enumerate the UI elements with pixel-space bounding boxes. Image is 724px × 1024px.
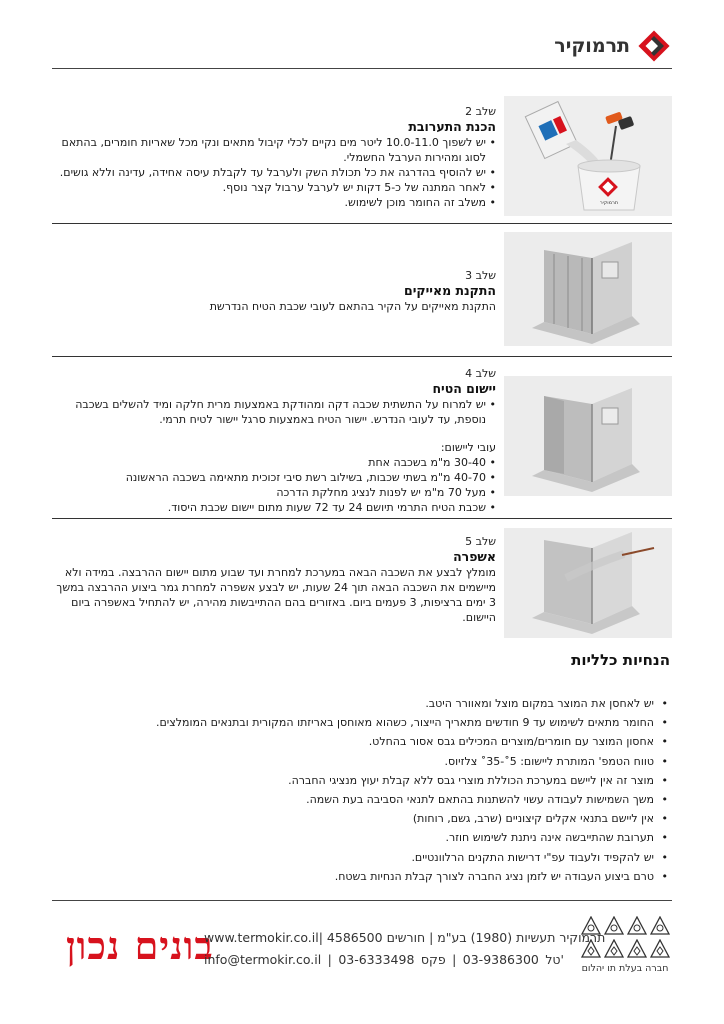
step-5-image (504, 528, 672, 638)
list-item: • אין ליישם בתנאי אקלים קיצוניים (שרב, גשם, רוחות) (52, 809, 672, 828)
list-item: • החומר מתאים לשימוש עד 9 חודשים מתאריך הייצור, כשהוא מאוחסן באריזתו המקורית ובתנאים המומלצים. (52, 713, 672, 732)
list-item: • טווח הטמפ' המותרת ליישום: 5˚-35˚ צלזיוס. (52, 752, 672, 771)
step-5-text (52, 534, 496, 625)
standards-mark-icon (627, 916, 647, 936)
corner-wall-with-beads-illustration (504, 232, 672, 346)
list-item: • תערובת שהתייבשה אינה ניתנת לשימוש חוזר. (52, 828, 672, 847)
step-number: שלב 5 (465, 535, 496, 548)
general-guidelines (52, 650, 672, 886)
plastered-corner-illustration (504, 376, 672, 496)
list-item: • 40-70 מ"מ בשתי שכבות, בשילוב רשת סיבי זכוכית מתאימה בשכבה הראשונה (52, 470, 496, 485)
diamond-mark-icon (627, 939, 647, 959)
thickness-subheading: עובי ליישום: (440, 441, 496, 454)
step-3-image (504, 232, 672, 346)
step-2 (52, 96, 672, 220)
fax-label: פקס (420, 952, 446, 967)
step-number: שלב 4 (465, 367, 496, 380)
standards-mark-icon (650, 916, 670, 936)
company-address: תרמוקיר תעשיות (1980) בע"מ | חורשים 4586500 | (318, 930, 606, 945)
list-item: • מעל 70 מ"מ יש לפנות לנציג מחלקת הדרכה (52, 485, 496, 500)
footer-slogan: בונים נכון (66, 923, 214, 968)
diamond-mark-icon (581, 939, 601, 959)
step-divider (52, 518, 672, 519)
footer-contact (204, 927, 606, 971)
list-item: • מוצר זה אין ליישם במערכת הכוללת מוצרי גבס ללא קבלת יעוץ מנציגי החברה. (52, 771, 672, 790)
mixing-bucket-illustration (504, 96, 672, 216)
step-number: שלב 2 (465, 105, 496, 118)
header (554, 28, 670, 64)
diamond-mark-icon (650, 939, 670, 959)
general-title: הנחיות כלליות (571, 651, 670, 669)
website-link[interactable]: www.termokir.co.il (204, 930, 319, 945)
fax-number: 03-6333498 (338, 952, 415, 967)
cert-caption: חברה בעלת תו יהלום (581, 963, 669, 974)
step-5 (52, 524, 672, 640)
step-2-bullets (52, 135, 496, 210)
brand-name: תרמוקיר (554, 35, 630, 57)
list-item: • יש למרוח על התשתית שכבה דקה ומהודקת באמצעות מרית חלקה ומיד להשלים בשכבה נוספת, עד לעובי הנדרש. יישור הטיח באמצעות סרגל יישור לטיח תרמי. (52, 397, 496, 427)
list-item: • יש לשפוך 10.0-11.0 ליטר מים נקיים לכלי קיבול מתאים ונקי מכל שאריות חומרים, בהתאם לסוג ומהירות הערבל החשמלי. (52, 135, 496, 165)
step-title: אשפרה (453, 549, 496, 564)
email-link[interactable]: info@termokir.co.il (204, 952, 322, 967)
diamond-mark-icon (604, 939, 624, 959)
step-2-text (52, 104, 496, 210)
list-item: • משך השמישות לעבודה עשוי להשתנות בהתאם לתנאי הסביבה בעת השמה. (52, 790, 672, 809)
certifications (580, 916, 670, 974)
thickness-bullets (52, 455, 496, 515)
step-description: התקנת מאייקים על הקיר בהתאם לעובי שכבת הטיח הנדרשת (209, 300, 496, 313)
footer-divider (52, 900, 672, 901)
phone-label: טל' (545, 952, 564, 967)
step-4-bullets (52, 397, 496, 427)
list-item: • 30-40 מ"מ בשכבה אחת (52, 455, 496, 470)
list-item: • יש להוסיף בהדרגה את כל תכולת השק ולערבל עד לקבלת עיסה אחידה, עדינה וללא גושים. (52, 165, 496, 180)
list-item: • משלב זה החומר מוכן לשימוש. (52, 195, 496, 210)
standards-mark-icon (604, 916, 624, 936)
step-2-image (504, 96, 672, 216)
separator: | (452, 952, 457, 967)
top-divider (52, 68, 672, 69)
list-item: • יש להקפיד ולעבוד עפ"י דרישות התקנים הרלוונטיים. (52, 848, 672, 867)
step-divider (52, 223, 672, 224)
curing-spray-illustration (504, 528, 672, 638)
cert-logos (580, 916, 670, 959)
step-3 (52, 230, 672, 348)
separator: | (327, 952, 332, 967)
step-4-text (52, 366, 496, 515)
step-number: שלב 3 (465, 269, 496, 282)
step-title: הכנת התערובת (408, 119, 496, 134)
termokir-logo-icon (638, 30, 670, 62)
step-title: יישום הטיח (432, 381, 496, 396)
step-title: התקנת מאייקים (404, 283, 496, 298)
list-item: • יש לאחסן את המוצר במקום מוצל ומאוורר היטב. (52, 694, 672, 713)
bucket-label: תרמוקיר (599, 200, 619, 206)
list-item: • אחסון המוצר עם חומרים/מוצרים המכילים גבס אסור בהחלט. (52, 732, 672, 751)
step-4-image (504, 376, 672, 496)
list-item: • שכבת הטיח התרמי תיושם 24 עד 72 שעות מתום יישום שכבת היסוד. (52, 500, 496, 515)
step-4 (52, 362, 672, 514)
list-item: • לאחר המתנה של כ-5 דקות יש לערבל ערבול קצר נוסף. (52, 180, 496, 195)
standards-mark-icon (581, 916, 601, 936)
step-3-text (52, 268, 496, 314)
general-list (52, 694, 672, 886)
phone-number: 03-9386300 (462, 952, 539, 967)
step-divider (52, 356, 672, 357)
step-description: מומלץ לבצע את השכבה הבאה במערכת למחרת ועד שבוע מתום יישום ההרבצה. במידה ולא מיישמים את השכבה הבאה תוך 24 שעות, יש לבצע אשפרה למחרת גמר ביצוע ההרבצה במשך 3 ימים ברציפות, 3 פעמים ביום. באזורים בהם ההתייבשות מהירה, יש להתחיל באשפרה ביום היישום. (56, 566, 496, 624)
list-item: • טרם ביצוע העבודה יש לזמן נציג החברה לצורך קבלת הנחיות בשטח. (52, 867, 672, 886)
